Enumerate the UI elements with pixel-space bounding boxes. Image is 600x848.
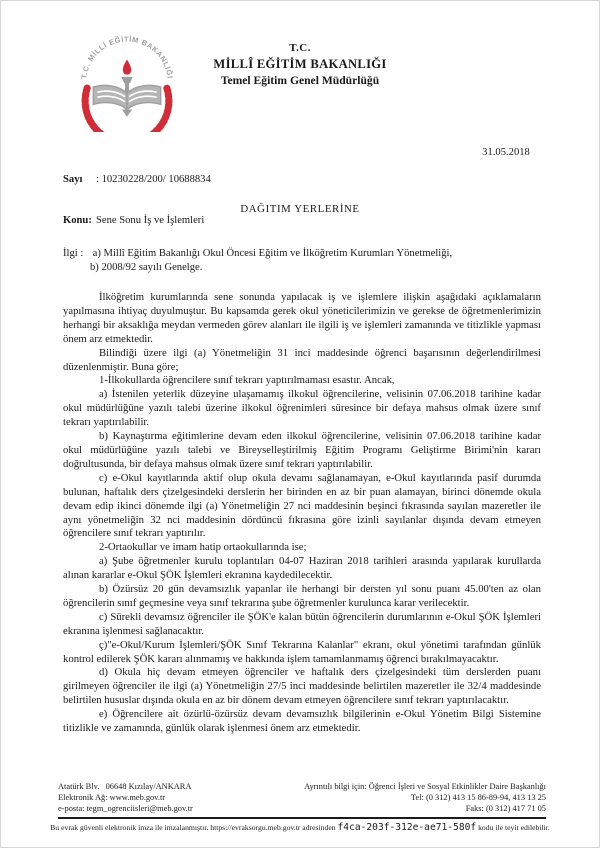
reference-line bbox=[63, 247, 452, 261]
body-paragraph: e) Öğrencilere ait özürlü-özürsüz devam devamsızlık bilgilerinin e-Okul Yönetim Bilgi Sistemine titizlikle ve zamanında, günlük olarak işlenmesi önem arz etmektedir. bbox=[63, 708, 541, 735]
body-paragraph: b) Kaynaştırma eğitimlerine devam eden ilkokul öğrencilerine, velisinin 07.06.2018 tarihine kadar okul müdürlüğüne yazılı talebi ve Bireyselleştirilmiş Eğitim Programı Geliştirme Birimi'nin kararı doğrultusunda, bir defaya mahsus olmak üzere sınıf tekrarı yaptırılabilir. bbox=[63, 430, 541, 470]
footer-divider bbox=[58, 817, 546, 819]
body-paragraph: 1-İlkokullarda öğrencilere sınıf tekrarı yaptırılmaması esastır. Ancak, bbox=[99, 374, 395, 387]
body-paragraph: a) İstenilen yeterlik düzeyine ulaşamamış ilkokul öğrencilerine, velisinin 07.06.2018 tarihine kadar okul müdürlüğüne yazılı talebi üzerine ilkokul öğrenimleri süresince bir defaya mahsus olmak üzere sınıf tekrarı yaptırılabilir. bbox=[63, 388, 541, 429]
sayi-label: Sayı bbox=[63, 174, 83, 185]
body-paragraph: 2-Ortaokullar ve imam hatip ortaokullarında ise; bbox=[99, 541, 307, 554]
footer-right-line: Tel: (0 312) 413 15 86-89-94, 413 13 25 bbox=[410, 792, 546, 802]
body-paragraph: İlköğretim kurumlarında sene sonunda yapılacak iş ve işlemlere ilişkin aşağıdaki açıklamaların yapılmasına ihtiyaç duyulmuştur. Bu kapsamda gerek okul yöneticilerimizin ve gerekse de öğretmenlerimizin herhangi bir aksaklığa meydan vermeden görev alanları ile ilgili iş ve işlemleri zamanında ve titizlikle yapması önem arz etmektedir. bbox=[63, 291, 541, 345]
reference-line bbox=[63, 261, 452, 275]
footer-left-line: Elektronik Ağ: www.meb.gov.tr bbox=[58, 792, 166, 802]
verification-suffix: kodu ile teyit edilebilir. bbox=[478, 823, 550, 832]
konu-label: Konu: bbox=[63, 214, 92, 226]
footer-right-line: Faks: (0 312) 417 71 05 bbox=[465, 803, 546, 813]
verification-prefix: Bu evrak güvenli elektronik imza ile imzalanmıştır. https://evraksorgu.meb.gov.tr adresinden bbox=[50, 823, 336, 832]
reference-item-a: a) Millî Eğitim Bakanlığı Okul Öncesi Eğitim ve İlköğretim Kurumları Yönetmeliği, bbox=[92, 248, 453, 259]
body-paragraph: a) Şube öğretmenler kurulu toplantıları 04-07 Haziran 2018 tarihleri arasında yapılarak kurullarda alınan kararlar e-Okul ŞÖK İşlemleri ekranına kaydedilecektir. bbox=[63, 555, 541, 582]
footer-left-line: e-posta: tegm_ogrenciisleri@meb.gov.tr bbox=[58, 803, 193, 813]
body-paragraph: c) e-Okul kayıtlarında aktif olup okula devamı sağlanamayan, e-Okul kayıtlarında pasif durumda bulunan, haftalık ders çizelgesindeki derslerin her birinden en az bir puan alamayan, birinci dönemde okula devam edip ikinci dönemde ilgi (a) Yönetmeliğin 27 nci maddesinin beşinci fıkrasında sayılan mazeretler ile aynı yönetmeliğin 32 nci maddesinin dördüncü fıkrasına göre izinli sayılanlar dışında devam etmeyen öğrencilere sınıf tekrarı yaptırılır. bbox=[63, 471, 541, 540]
body-paragraph: d) Okula hiç devam etmeyen öğrenciler ve haftalık ders çizelgesindeki tüm derslerden puanı girilmeyen öğrenciler ile ilgi (a) Yönetmeliğin 27/5 inci maddesinde belirtilen mazeretler ile 32/4 maddesinde belirtilen hususlar dışında okula en az bir dönem devam etmeyen öğrencilere sınıf tekrarı yaptırılacaktır. bbox=[63, 666, 541, 707]
letter-body bbox=[63, 291, 541, 736]
letterhead bbox=[1, 43, 599, 86]
verification-code: f4ca-203f-312e-ae71-580f bbox=[337, 822, 477, 833]
konu-line bbox=[63, 214, 211, 228]
recipient-line: DAĞITIM YERLERİNE bbox=[240, 203, 360, 215]
sayi-line bbox=[63, 173, 211, 187]
footer bbox=[58, 782, 546, 814]
body-paragraph: ç)"e-Okul/Kurum İşlemleri/ŞÖK Sınıf Tekrarına Kalanlar" ekranı, okul yönetimi tarafından günlük kontrol edilerek ŞÖK kararı alınmamış ve hakkında işlem tamamlanmamış öğrenci bırakılmayacaktır. bbox=[63, 638, 541, 665]
body-paragraph: Bilindiği üzere ilgi (a) Yönetmeliğin 31 inci maddesinde öğrenci başarısının değerlendirilmesi düzenlenmiştir. Buna göre; bbox=[63, 346, 541, 373]
footer-left-line: Atatürk Blv. 06648 Kızılay/ANKARA bbox=[58, 782, 192, 791]
konu-value: Sene Sonu İş ve İşlemleri bbox=[96, 214, 205, 226]
body-paragraph: b) Özürsüz 20 gün devamsızlık yapanlar ile herhangi bir dersten yıl sonu puanı 45.00'ten az olan öğrencilerin sınıf geçmesine veya sınıf tekrarına şube öğretmenler kurulunca karar verilecektir. bbox=[63, 583, 541, 609]
references-label: İlgi : bbox=[63, 248, 84, 259]
references-block bbox=[63, 247, 452, 274]
footer-address-block bbox=[58, 782, 193, 814]
letterhead-tc: T.C. bbox=[289, 42, 311, 54]
letterhead-directorate: Temel Eğitim Genel Müdürlüğü bbox=[220, 73, 380, 87]
footer-contact-block bbox=[304, 782, 546, 814]
document-meta bbox=[63, 146, 211, 254]
reference-item-b: b) 2008/92 sayılı Genelge. bbox=[90, 261, 203, 273]
document-date: 31.05.2018 bbox=[482, 147, 530, 158]
sayi-value: : 10230228/200/ 10688834 bbox=[96, 174, 211, 185]
logo-ring-text: T.C. MİLLİ EĞİTİM BAKANLIĞI bbox=[79, 34, 175, 80]
verification-line bbox=[1, 822, 599, 834]
letterhead-ministry: MİLLÎ EĞİTİM BAKANLIĞI bbox=[213, 57, 387, 71]
body-paragraph: c) Sürekli devamsız öğrenciler ile ŞÖK'e kalan bütün öğrencilerin durumlarının e-Okul ŞÖK İşlemleri ekranına işlenmesi sağlanacaktır. bbox=[63, 610, 541, 637]
footer-right-line: Ayrıntılı bilgi için: Öğrenci İşleri ve Sosyal Etkinlikler Daire Başkanlığı bbox=[304, 782, 546, 791]
